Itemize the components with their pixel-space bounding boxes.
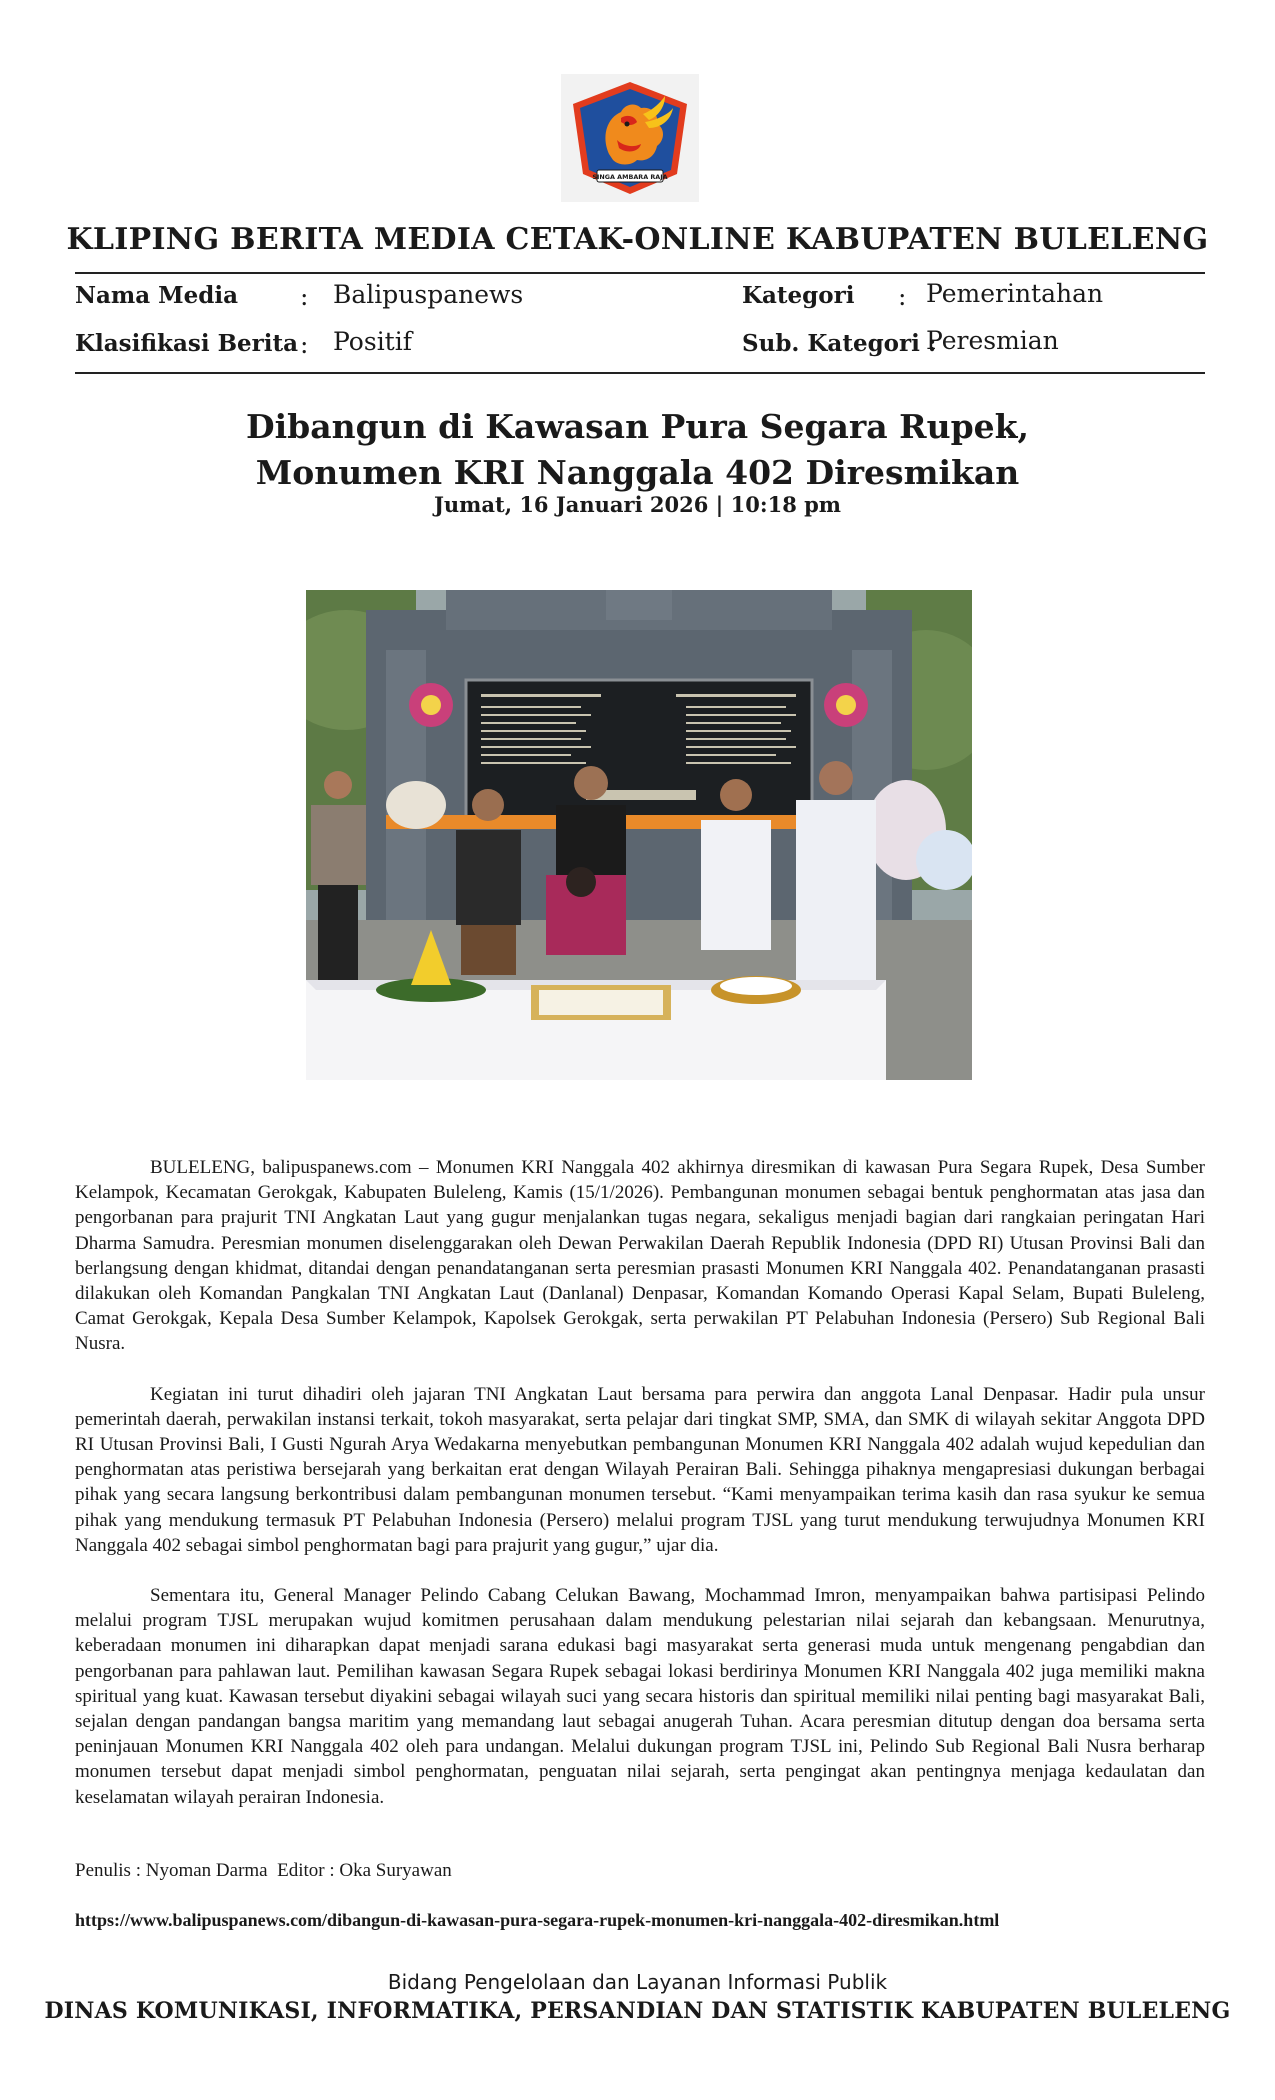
emblem-motto: SINGA AMBARA RAJA bbox=[592, 173, 668, 181]
media-name-value: Balipuspanews bbox=[333, 280, 524, 309]
article-photo bbox=[306, 590, 972, 1080]
category-value-wrap bbox=[926, 279, 1103, 309]
article-paragraph-2: Kegiatan ini turut dihadiri oleh jajaran TNI Angkatan Laut bersama para perwira dan anggota Lanal Denpasar. Hadir pula unsur pemerintah daerah, perwakilan instansi terkait, tokoh masyarakat, serta pelajar dari tingkat SMP, SMA, dan SMK di wilayah sekitar Anggota DPD RI Utusan Provinsi Bali, I Gusti Ngurah Arya Wedakarna menyebutkan pembangunan Monumen KRI Nanggala 402 adalah wujud kepedulian dan penghormatan atas peristiwa bersejarah yang berkaitan erat dengan Wilayah Perairan Bali. Sehingga pihaknya mengapresiasi dukungan berbagai pihak yang secara langsung berkontribusi dalam pembangunan monumen tersebut. “Kami menyampaikan terima kasih dan rasa syukur ke semua pihak yang mendukung termasuk PT Pelabuhan Indonesia (Persero) melalui program TJSL yang turut mendukung terwujudnya Monumen KRI Nanggala 402 sebagai simbol penghormatan bagi para prajurit yang gugur,” ujar dia. bbox=[75, 1383, 1205, 1556]
header-divider-bottom bbox=[75, 372, 1205, 374]
classification-colon: : bbox=[300, 330, 309, 359]
subcategory-value-wrap bbox=[926, 326, 1059, 356]
category-label: Kategori bbox=[742, 282, 855, 309]
article-date: Jumat, 16 Januari 2026 | 10:18 pm bbox=[433, 492, 842, 517]
footer-agency: DINAS KOMUNIKASI, INFORMATIKA, PERSANDIAN DAN STATISTIK KABUPATEN BULELENG bbox=[44, 1998, 1231, 2024]
article-headline-line-1: Dibangun di Kawasan Pura Segara Rupek, bbox=[246, 407, 1029, 446]
category-colon: : bbox=[898, 282, 907, 311]
article-paragraph-1: BULELENG, balipuspanews.com – Monumen KRI Nanggala 402 akhirnya diresmikan di kawasan Pura Segara Rupek, Desa Sumber Kelampok, Kecamatan Gerokgak, Kabupaten Buleleng, Kamis (15/1/2026). Pembangunan monumen sebagai bentuk penghormatan atas jasa dan pengorbanan para prajurit TNI Angkatan Laut yang gugur menjalankan tugas negara, sekaligus menjadi bagian dari rangkaian peringatan Hari Dharma Samudra. Peresmian monumen diselenggarakan oleh Dewan Perwakilan Daerah Republik Indonesia (DPD RI) Utusan Provinsi Bali dan berlangsung dengan khidmat, ditandai dengan penandatanganan serta peresmian prasasti Monumen KRI Nanggala 402. Penandatanganan prasasti dilakukan oleh Komandan Pangkalan TNI Angkatan Laut (Danlanal) Denpasar, Komandan Komando Operasi Kapal Selam, Bupati Buleleng, Camat Gerokgak, Kepala Desa Sumber Kelampok, Kapolsek Gerokgak, serta perwakilan PT Pelabuhan Indonesia (Persero) Sub Regional Bali Nusra. bbox=[75, 1157, 1205, 1355]
article-headline-line-2: Monumen KRI Nanggala 402 Diresmikan bbox=[255, 453, 1020, 492]
article-headline bbox=[0, 404, 1275, 496]
subcategory-label: Sub. Kategori : bbox=[742, 330, 937, 357]
category-colon-wrap bbox=[898, 282, 906, 312]
media-name-colon-wrap bbox=[300, 282, 308, 312]
subcategory-value: Peresmian bbox=[926, 326, 1059, 355]
classification-value-wrap bbox=[333, 327, 412, 357]
media-name-value-wrap bbox=[333, 280, 523, 310]
media-name-label: Nama Media bbox=[75, 282, 238, 309]
classification-label-wrap bbox=[75, 330, 298, 358]
header-divider-top bbox=[75, 272, 1205, 274]
classification-label: Klasifikasi Berita bbox=[75, 330, 299, 357]
footer-division: Bidang Pengelolaan dan Layanan Informasi Publik bbox=[387, 1970, 888, 1994]
category-label-wrap bbox=[742, 282, 854, 310]
source-url-link[interactable]: https://www.balipuspanews.com/dibangun-di-kawasan-pura-segara-rupek-monumen-kri-nanggala-402-diresmikan.html bbox=[75, 1910, 1000, 1930]
category-value: Pemerintahan bbox=[926, 279, 1104, 308]
classification-colon-wrap bbox=[300, 330, 308, 360]
article-body bbox=[75, 1155, 1205, 1835]
article-paragraph-3: Sementara itu, General Manager Pelindo Cabang Celukan Bawang, Mochammad Imron, menyampaikan bahwa partisipasi Pelindo melalui program TJSL merupakan wujud komitmen perusahaan dalam mendukung pelestarian nilai sejarah dan kebangsaan. Menurutnya, keberadaan monumen ini diharapkan dapat menjadi sarana edukasi bagi masyarakat serta generasi muda untuk mengenang pengabdian dan pengorbanan para pahlawan laut. Pemilihan kawasan Segara Rupek sebagai lokasi berdirinya Monumen KRI Nanggala 402 juga memiliki makna spiritual yang kuat. Kawasan tersebut diyakini sebagai wilayah suci yang secara historis dan spiritual memiliki nilai penting bagi masyarakat Bali, sejalan dengan pandangan bangsa maritim yang memandang laut sebagai anugerah Tuhan. Acara peresmian ditutup dengan doa bersama serta peninjauan Monumen KRI Nanggala 402 oleh para undangan. Melalui dukungan program TJSL ini, Pelindo Sub Regional Bali Nusra berharap monumen tersebut dapat menjadi simbol penghormatan, penguatan nilai sejarah, serta pengingat akan pentingnya menjaga kedaulatan dan keselamatan wilayah perairan Indonesia. bbox=[75, 1585, 1205, 1808]
subcategory-label-wrap bbox=[742, 330, 936, 358]
article-credits: Penulis : Nyoman Darma Editor : Oka Suryawan bbox=[75, 1860, 452, 1881]
media-name-label-wrap bbox=[75, 282, 238, 310]
classification-value: Positif bbox=[333, 327, 412, 356]
regency-emblem bbox=[561, 74, 699, 202]
clipping-header-title: KLIPING BERITA MEDIA CETAK-ONLINE KABUPATEN BULELENG bbox=[66, 222, 1209, 257]
media-name-colon: : bbox=[300, 282, 309, 311]
